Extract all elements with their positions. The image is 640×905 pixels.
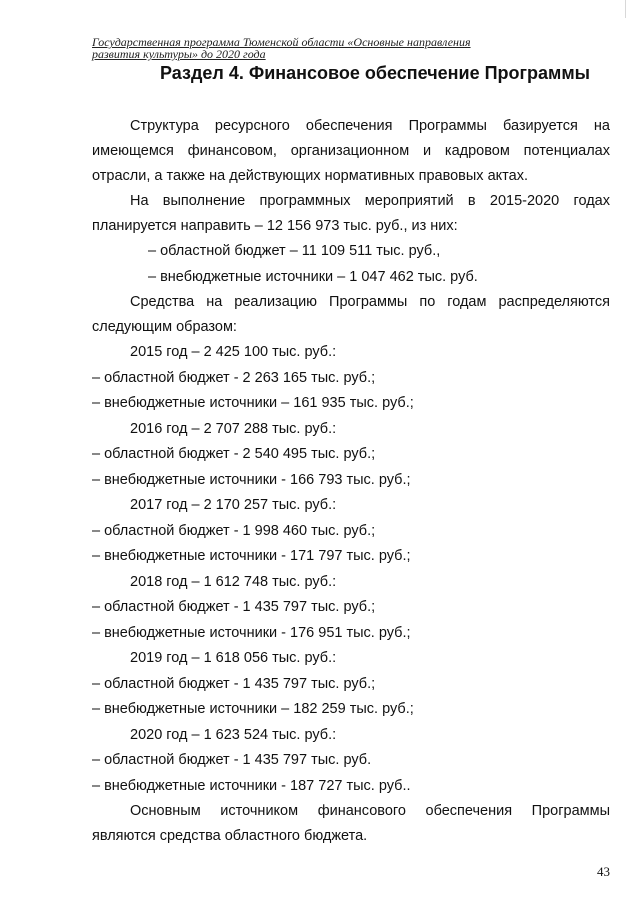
year-total: 2017 год – 2 170 257 тыс. руб.: bbox=[130, 497, 337, 513]
page-number: 43 bbox=[597, 864, 610, 879]
year-regional-budget: – областной бюджет - 2 540 495 тыс. руб.; bbox=[92, 446, 376, 462]
scan-border-mark bbox=[625, 0, 626, 18]
year-extrabudget: – внебюджетные источники – 161 935 тыс. руб.; bbox=[92, 395, 414, 411]
year-regional-budget: – областной бюджет - 1 435 797 тыс. руб.; bbox=[92, 675, 376, 692]
yearly-breakdown bbox=[92, 340, 610, 799]
section-title: Раздел 4. Финансовое обеспечение Программы bbox=[160, 63, 591, 83]
list-item-regional-total: – областной бюджет – 11 109 511 тыс. руб., bbox=[148, 243, 441, 259]
year-total: 2020 год – 1 623 524 тыс. руб.: bbox=[130, 726, 337, 743]
year-regional-budget: – областной бюджет - 2 263 165 тыс. руб.; bbox=[92, 369, 376, 386]
year-regional-budget: – областной бюджет - 1 435 797 тыс. руб.; bbox=[92, 599, 376, 615]
header-line-2: развития культуры» до 2020 года bbox=[92, 47, 266, 61]
paragraph-distribution-intro: Средства на реализацию Программы по годам распределяются следующим образом: bbox=[92, 294, 610, 335]
paragraph-resource-structure: Структура ресурсного обеспечения Программы базируется на имеющемся финансовом, организационном и кадровом потенциалах отрасли, а также на действующих нормативных правовых актах. bbox=[92, 118, 610, 184]
year-regional-budget: – областной бюджет - 1 998 460 тыс. руб.; bbox=[92, 522, 376, 539]
year-total: 2015 год – 2 425 100 тыс. руб.: bbox=[130, 344, 337, 360]
header-line-1: Государственная программа Тюменской области «Основные направления bbox=[92, 35, 471, 49]
year-extrabudget: – внебюджетные источники - 187 727 тыс. руб.. bbox=[92, 777, 411, 794]
year-extrabudget: – внебюджетные источники - 171 797 тыс. руб.; bbox=[92, 548, 411, 564]
document-body bbox=[92, 114, 610, 849]
list-item-extrabudget-total: – внебюджетные источники – 1 047 462 тыс. руб. bbox=[148, 268, 478, 285]
year-total: 2018 год – 1 612 748 тыс. руб.: bbox=[130, 573, 337, 590]
year-extrabudget: – внебюджетные источники - 166 793 тыс. руб.; bbox=[92, 471, 411, 488]
running-header bbox=[92, 35, 471, 61]
year-total: 2019 год – 1 618 056 тыс. руб.: bbox=[130, 650, 337, 666]
year-extrabudget: – внебюджетные источники - 176 951 тыс. руб.; bbox=[92, 624, 411, 641]
year-total: 2016 год – 2 707 288 тыс. руб.: bbox=[130, 420, 337, 437]
paragraph-total-funding: На выполнение программных мероприятий в 2015-2020 годах планируется направить – 12 156 973 тыс. руб., из них: bbox=[92, 193, 610, 234]
paragraph-conclusion: Основным источником финансового обеспечения Программы являются средства областного бюджета. bbox=[92, 803, 610, 844]
year-extrabudget: – внебюджетные источники – 182 259 тыс. руб.; bbox=[92, 701, 414, 717]
year-regional-budget: – областной бюджет - 1 435 797 тыс. руб. bbox=[92, 752, 372, 768]
